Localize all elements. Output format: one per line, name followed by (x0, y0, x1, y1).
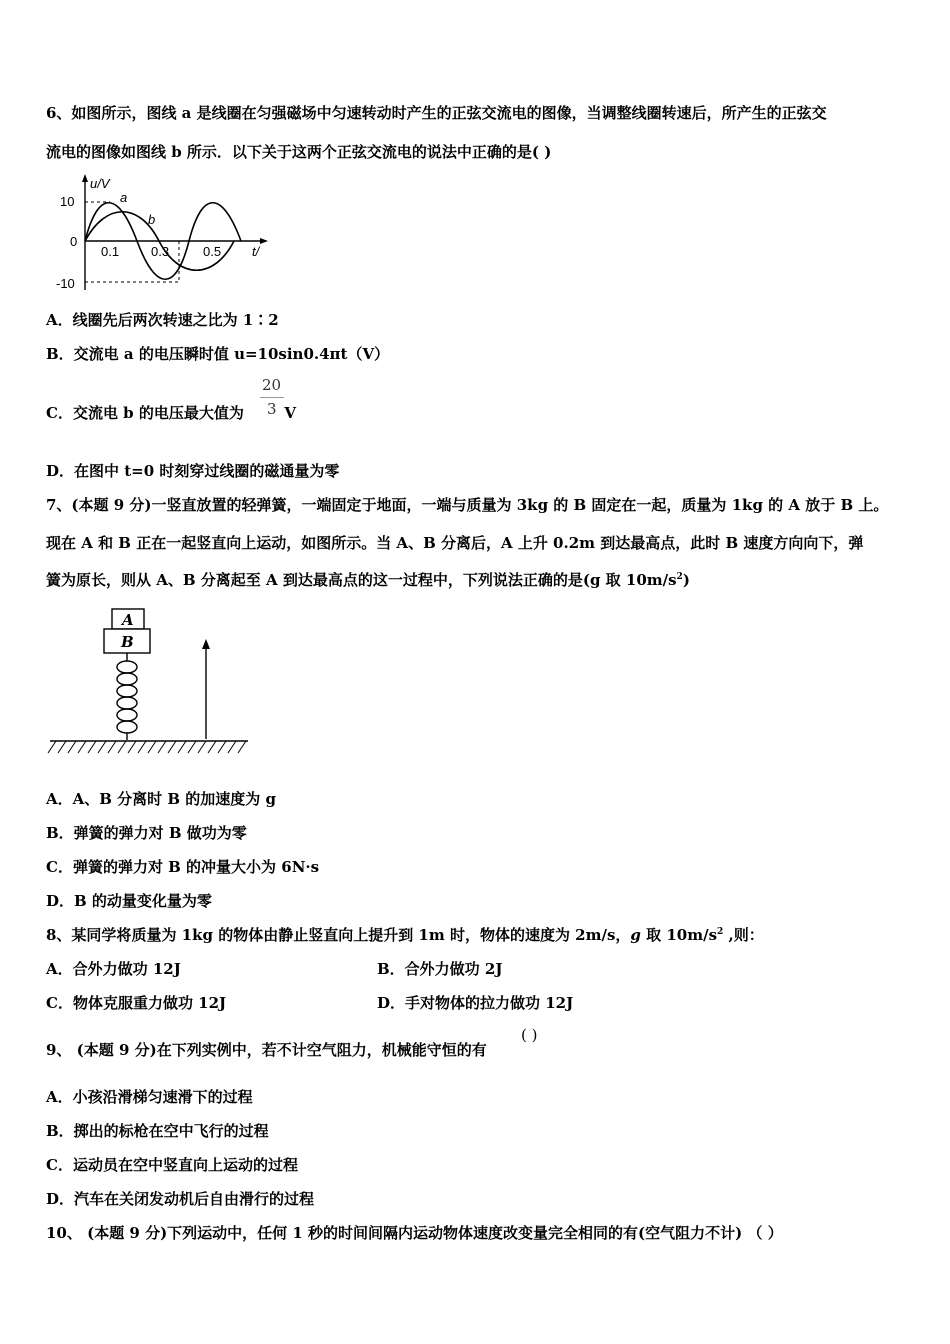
q8-stem-text: 8、某同学将质量为 1kg 的物体由静止竖直向上提升到 1m 时，物体的速度为 2m/s， (46, 926, 631, 944)
q8-stem-g: g (630, 926, 641, 944)
q7-stem-line3-end: ) (682, 571, 690, 589)
q6-fraction-bar (260, 397, 284, 398)
x-tick-0.5: 0.5 (203, 244, 222, 259)
q6-sine-graph (54, 172, 274, 294)
q9-option-a: A．小孩沿滑梯匀速滑下的过程 (46, 1088, 253, 1106)
y-axis-arrow (82, 174, 88, 182)
q7-option-a: A．A、B 分离时 B 的加速度为 g (46, 790, 277, 808)
x-axis-arrow (260, 238, 268, 244)
q6-stem-line2: 流电的图像如图线 b 所示．以下关于这两个正弦交流电的说法中正确的是( ) (46, 143, 552, 161)
q8-stem-sup: 2 (717, 927, 724, 937)
q7-stem-line1: 7、(本题 9 分)一竖直放置的轻弹簧，一端固定于地面，一端与质量为 3kg 的 B 固定在一起，质量为 1kg 的 A 放于 B 上。 (46, 496, 889, 514)
q6-stem-line1: 6、如图所示，图线 a 是线圈在匀强磁场中匀速转动时产生的正弦交流电的图像，当调整线圈转速后，所产生的正弦交 (46, 104, 827, 122)
q9-option-b: B．掷出的标枪在空中飞行的过程 (46, 1122, 269, 1140)
q7-stem-line3 (46, 569, 690, 590)
q6-fraction-denominator: 3 (267, 400, 277, 418)
x-axis-label: t/ (252, 244, 260, 259)
y-tick-neg10: -10 (56, 276, 75, 291)
q7-option-d: D．B 的动量变化量为零 (46, 892, 212, 910)
q8-option-d: D．手对物体的拉力做功 12J (377, 994, 574, 1012)
block-a-label: A (122, 611, 134, 629)
q9-answer-paren: ( ) (521, 1026, 538, 1044)
x-tick-0.1: 0.1 (101, 244, 120, 259)
q9-option-c: C．运动员在空中竖直向上运动的过程 (46, 1156, 298, 1174)
y-axis-label: u/V (90, 176, 110, 191)
q8-stem-end: ,则： (723, 926, 764, 944)
q7-spring-figure (46, 603, 252, 755)
q8-stem-rest: 取 10m/s (640, 926, 718, 944)
q6-option-d: D．在图中 t=0 时刻穿过线圈的磁通量为零 (46, 462, 340, 480)
q6-fraction-numerator: 20 (262, 376, 282, 394)
x-tick-0.3: 0.3 (151, 244, 170, 259)
q7-option-c: C．弹簧的弹力对 B 的冲量大小为 6N·s (46, 858, 320, 876)
q8-option-a: A．合外力做功 12J (46, 960, 181, 978)
curve-a-label: a (120, 190, 128, 205)
q8-stem (46, 924, 764, 945)
q7-option-b: B．弹簧的弹力对 B 做功为零 (46, 824, 247, 842)
q6-option-c (46, 402, 296, 423)
ground-hatching (48, 741, 246, 753)
q8-option-b: B．合外力做功 2J (377, 960, 503, 978)
block-b-label: B (121, 633, 134, 651)
q10-stem: 10、 (本题 9 分)下列运动中，任何 1 秒的时间间隔内运动物体速度改变量完全相同的有(空气阻力不计) （ ） (46, 1224, 783, 1242)
motion-arrowhead (202, 639, 210, 649)
y-tick-0: 0 (70, 234, 78, 249)
y-tick-10: 10 (60, 194, 75, 209)
q6-option-c-text: C．交流电 b 的电压最大值为 (46, 404, 244, 422)
q6-option-a: A．线圈先后两次转速之比为 1∶2 (46, 311, 279, 329)
q7-stem-line2: 现在 A 和 B 正在一起竖直向上运动，如图所示。当 A、B 分离后，A 上升 0.2m 到达最高点，此时 B 速度方向向下，弹 (46, 534, 864, 552)
q9-stem: 9、 (本题 9 分)在下列实例中，若不计空气阻力，机械能守恒的有 (46, 1041, 487, 1059)
q9-option-d: D．汽车在关闭发动机后自由滑行的过程 (46, 1190, 315, 1208)
q8-option-c: C．物体克服重力做功 12J (46, 994, 227, 1012)
q6-option-b: B．交流电 a 的电压瞬时值 u=10sin0.4πt（V） (46, 345, 390, 363)
spring (117, 653, 137, 740)
q6-option-c-unit: V (284, 404, 296, 422)
q7-stem-line3-text: 簧为原长，则从 A、B 分离起至 A 到达最高点的这一过程中，下列说法正确的是(g 取 10m/s (46, 571, 677, 589)
q7-stem-sup: 2 (676, 572, 683, 582)
curve-b-label: b (148, 212, 156, 227)
